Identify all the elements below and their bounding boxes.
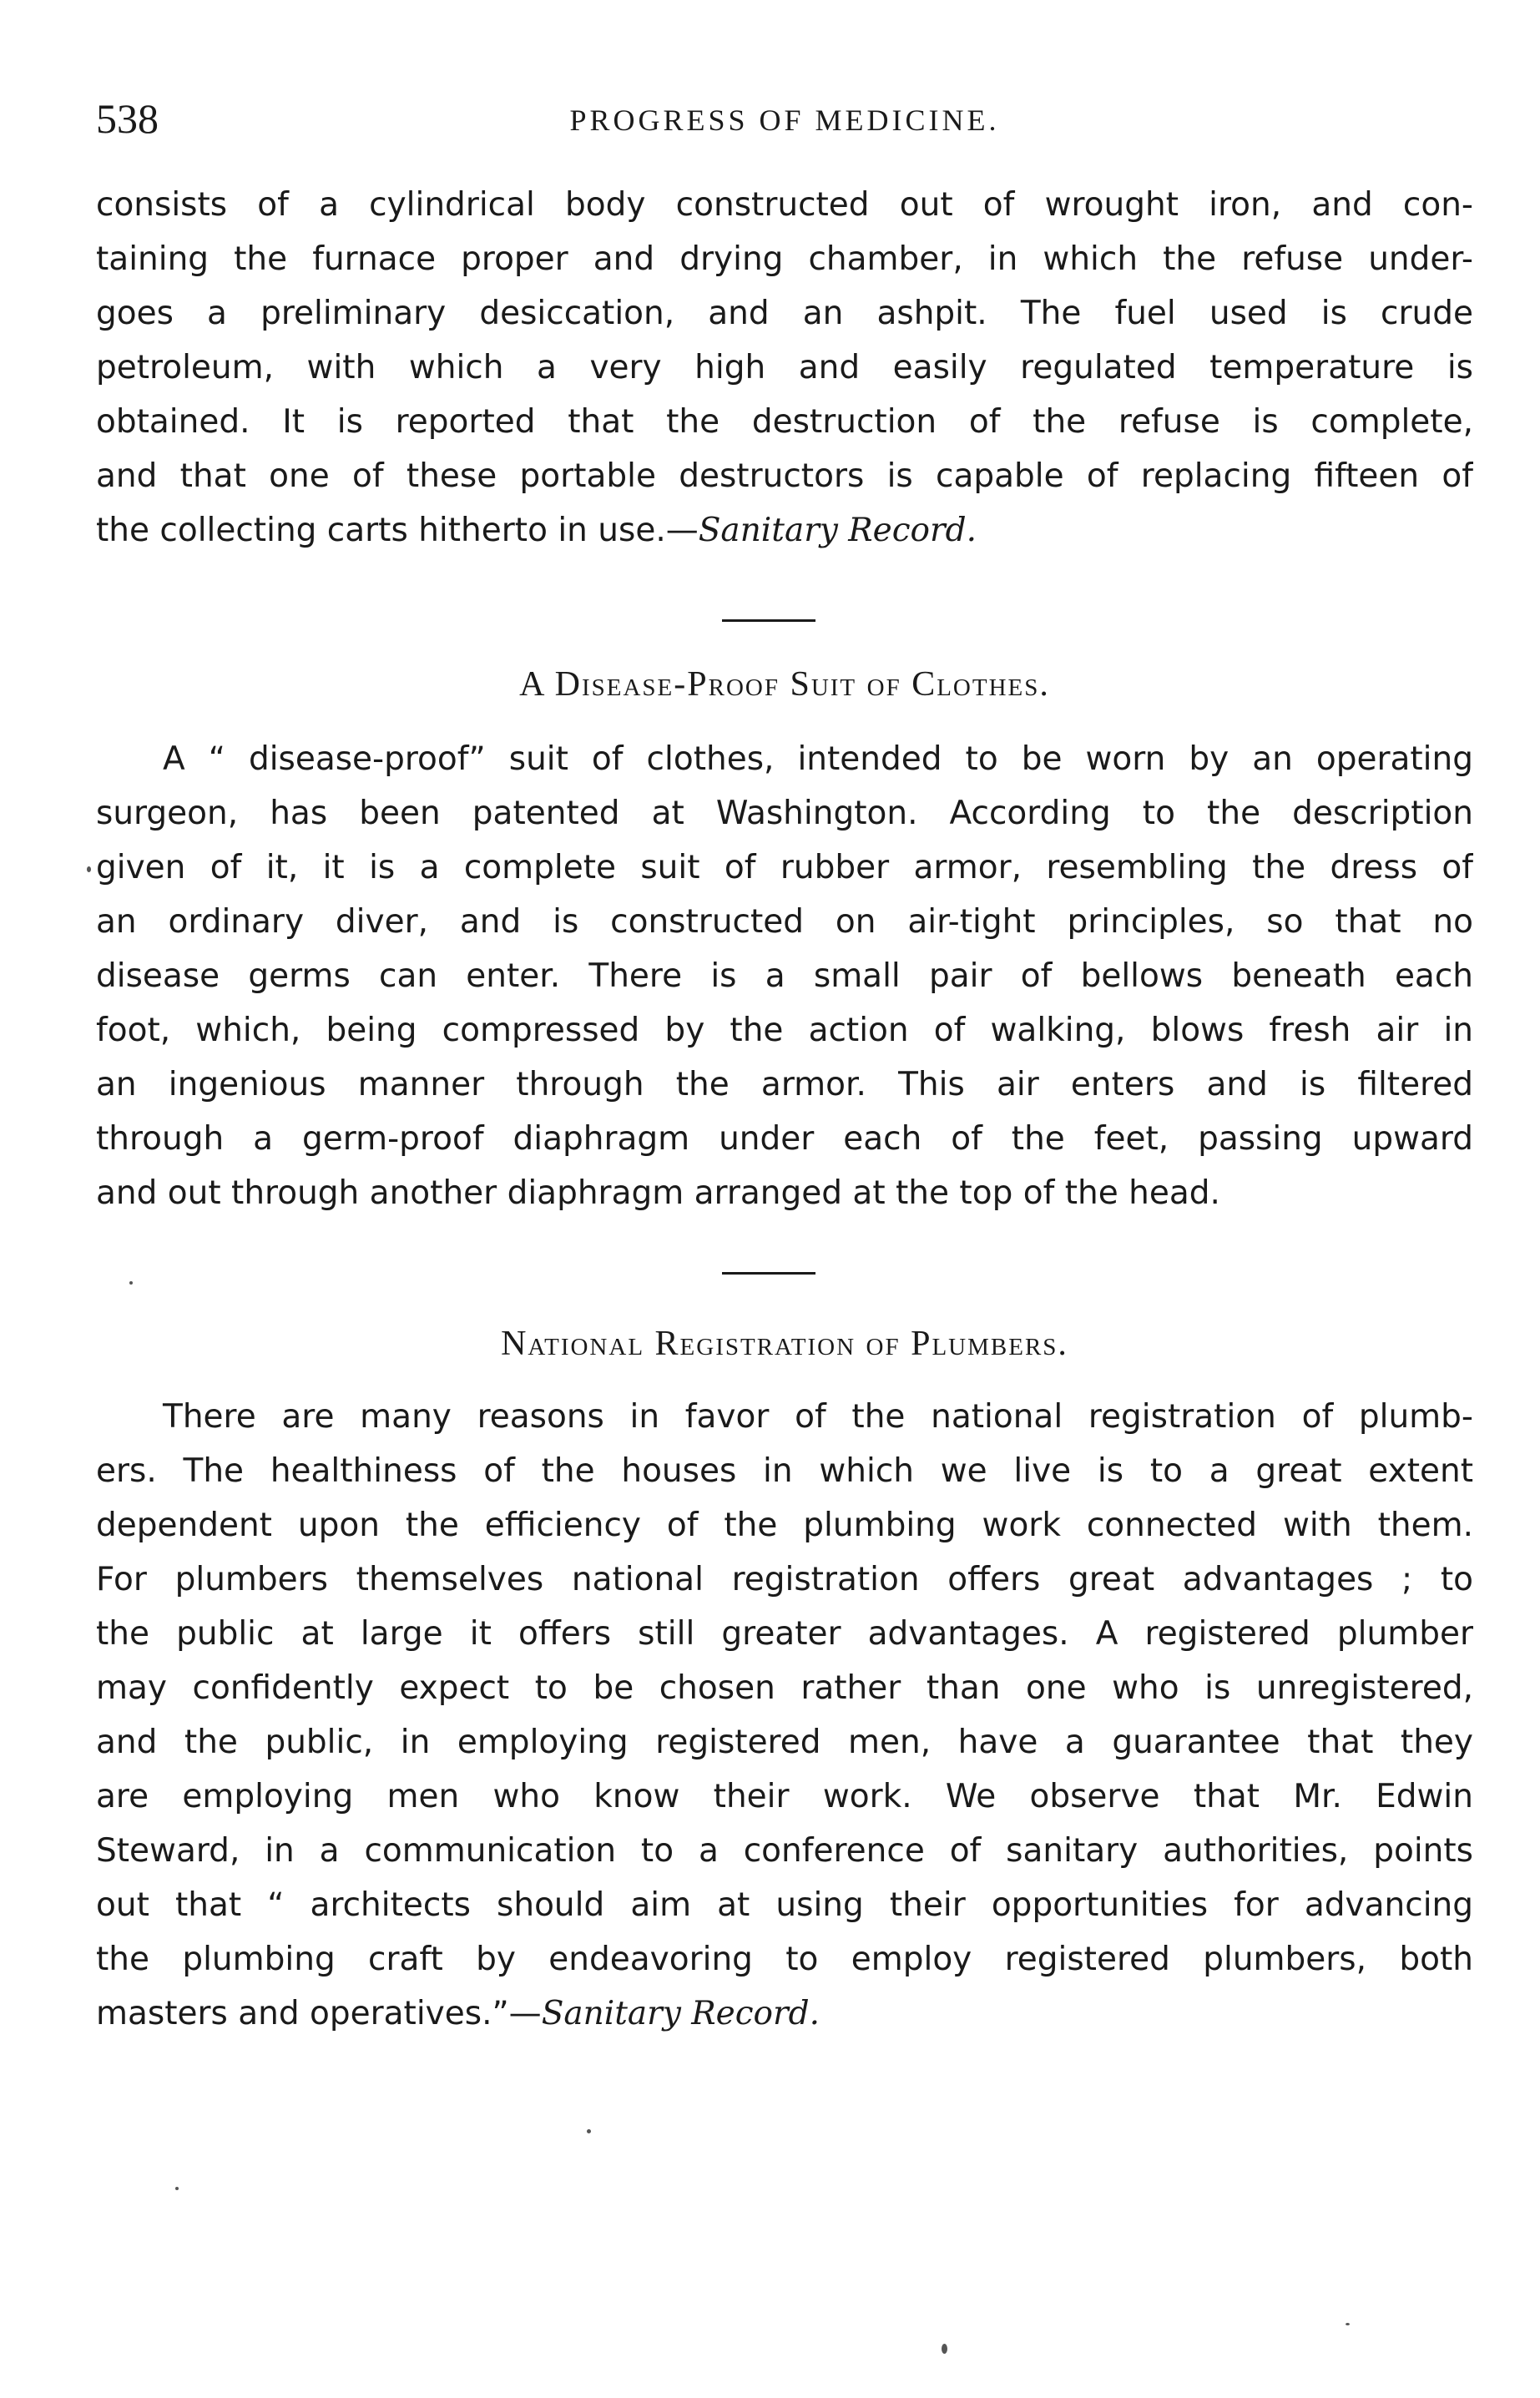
running-title: PROGRESS OF MEDICINE.	[569, 103, 1000, 137]
text-line-last	[96, 503, 1473, 558]
heading-disease-proof-suit: A Disease-Proof Suit of Clothes.	[519, 665, 1050, 704]
scan-speck	[175, 2187, 179, 2190]
text-line: may confidently expect to be chosen rather than one who is unregistered,	[96, 1669, 1473, 1707]
page-number: 538	[96, 95, 159, 142]
heading-registration-of-plumbers: National Registration of Plumbers.	[501, 1325, 1068, 1363]
text-line: an ordinary diver, and is constructed on air-tight principles, so that no	[96, 903, 1473, 941]
text-line: Steward, in a communication to a conference of sanitary authorities, points	[96, 1832, 1473, 1870]
text-line: and the public, in employing registered men, have a guarantee that they	[96, 1724, 1473, 1761]
text-line: disease germs can enter. There is a small pair of bellows beneath each	[96, 957, 1473, 995]
scan-speck	[129, 1281, 133, 1285]
text-line: through a germ-proof diaphragm under each of the feet, passing upward	[96, 1120, 1473, 1158]
section-divider	[722, 619, 815, 622]
text-line: given of it, it is a complete suit of rubber armor, resembling the dress of	[96, 849, 1473, 886]
text-line: obtained. It is reported that the destruction of the refuse is complete,	[96, 403, 1473, 441]
text-line: taining the furnace proper and drying chamber, in which the refuse under-	[96, 240, 1473, 278]
text-line: and that one of these portable destructors is capable of replacing fifteen of	[96, 457, 1473, 495]
running-head	[96, 93, 1473, 144]
text-line: dependent upon the efficiency of the plumbing work connected with them.	[96, 1507, 1473, 1544]
text-line: consists of a cylindrical body constructed out of wrought iron, and con-	[96, 186, 1473, 224]
text-line: There are many reasons in favor of the national registration of plumb-	[163, 1398, 1473, 1436]
text-line: A “ disease-proof” suit of clothes, intended to be worn by an operating	[163, 740, 1473, 778]
scan-speck	[87, 866, 91, 872]
line-text: masters and operatives.”—	[96, 1995, 542, 2032]
text-line-last	[96, 1987, 1473, 2041]
text-line: goes a preliminary desiccation, and an ashpit. The fuel used is crude	[96, 295, 1473, 332]
source-citation: Sanitary Record.	[541, 1995, 820, 2032]
scan-speck	[942, 2344, 947, 2354]
text-line: the plumbing craft by endeavoring to employ registered plumbers, both	[96, 1941, 1473, 1978]
line-text: the collecting carts hitherto in use.—	[96, 512, 699, 549]
section-divider	[722, 1272, 815, 1275]
source-citation: Sanitary Record.	[698, 512, 977, 549]
text-line: out that “ architects should aim at using their opportunities for advancing	[96, 1886, 1473, 1924]
text-line: foot, which, being compressed by the action of walking, blows fresh air in	[96, 1012, 1473, 1049]
article-registration-of-plumbers	[96, 1390, 1473, 2041]
text-line: ers. The healthiness of the houses in which we live is to a great extent	[96, 1452, 1473, 1490]
text-line-last: and out through another diaphragm arranged at the top of the head.	[96, 1174, 1220, 1212]
text-line: are employing men who know their work. We observe that Mr. Edwin	[96, 1778, 1473, 1815]
text-line: the public at large it offers still greater advantages. A registered plumber	[96, 1615, 1473, 1653]
scan-speck	[587, 2129, 591, 2133]
scan-speck	[1346, 2323, 1350, 2325]
article-destructor-continued	[96, 178, 1473, 558]
text-line: an ingenious manner through the armor. This air enters and is filtered	[96, 1066, 1473, 1103]
article-disease-proof-suit	[96, 732, 1473, 1220]
text-line: surgeon, has been patented at Washington. According to the description	[96, 795, 1473, 832]
text-line: For plumbers themselves national registration offers great advantages ; to	[96, 1561, 1473, 1598]
text-line: petroleum, with which a very high and easily regulated temperature is	[96, 349, 1473, 386]
